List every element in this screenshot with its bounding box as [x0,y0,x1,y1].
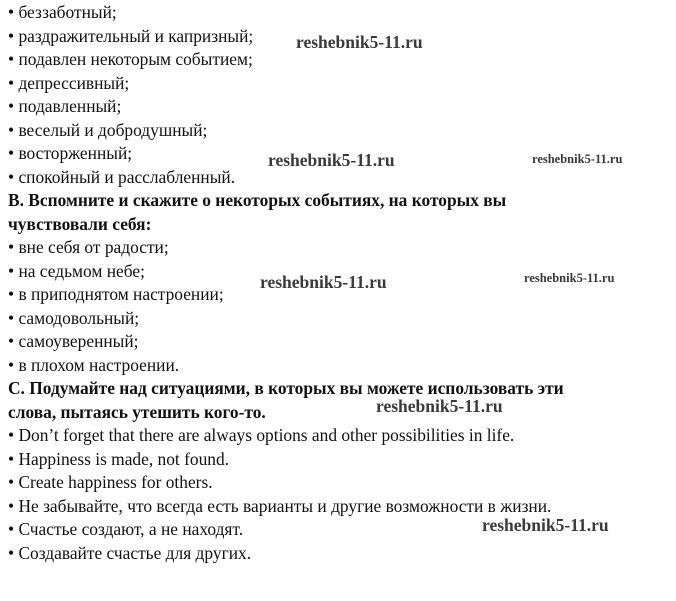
list-item: • Создавайте счастье для других. [8,542,668,566]
list-item: • Счастье создают, а не находят. [8,518,668,542]
list-item: • веселый и добродушный; [8,119,668,143]
section-c-heading: C. Подумайте над ситуациями, в которых вы можете использовать эти [8,378,564,398]
list-item: • спокойный и расслабленный. [8,166,668,190]
watermark: reshebnik5-11.ru [260,272,387,292]
list-item: • самоуверенный; [8,330,668,354]
watermark: reshebnik5-11.ru [376,396,503,416]
list-item: • в плохом настроении. [8,354,668,378]
list-item: • вне себя от радости; [8,236,668,260]
watermark: reshebnik5-11.ru [296,32,423,52]
list-item: • самодовольный; [8,307,668,331]
watermark: reshebnik5-11.ru [268,150,395,170]
list-item: • в приподнятом настроении; [8,283,668,307]
list-item: • Не забывайте, что всегда есть варианты и другие возможности в жизни. [8,495,668,519]
list-item: • Create happiness for others. [8,471,668,495]
list-item: • подавленный; [8,95,668,119]
list-item: • раздражительный и капризный; [8,25,668,49]
list-item: • Don’t forget that there are always options and other possibilities in life. [8,424,668,448]
list-item: • подавлен некоторым событием; [8,48,668,72]
list-item: • восторженный; [8,142,668,166]
section-b-heading-cont: чувствовали себя: [8,213,152,234]
watermark: reshebnik5-11.ru [524,271,615,285]
watermark: reshebnik5-11.ru [532,152,623,166]
section-c-heading-cont: слова, пытаясь утешить кого-то. [8,401,266,422]
list-item: • на седьмом небе; [8,260,668,284]
section-b-heading: B. Вспомните и скажите о некоторых событиях, на которых вы [8,190,507,210]
watermark: reshebnik5-11.ru [482,515,609,535]
list-item: • беззаботный; [8,1,668,25]
list-item: • депрессивный; [8,72,668,96]
list-item: • Happiness is made, not found. [8,448,668,472]
